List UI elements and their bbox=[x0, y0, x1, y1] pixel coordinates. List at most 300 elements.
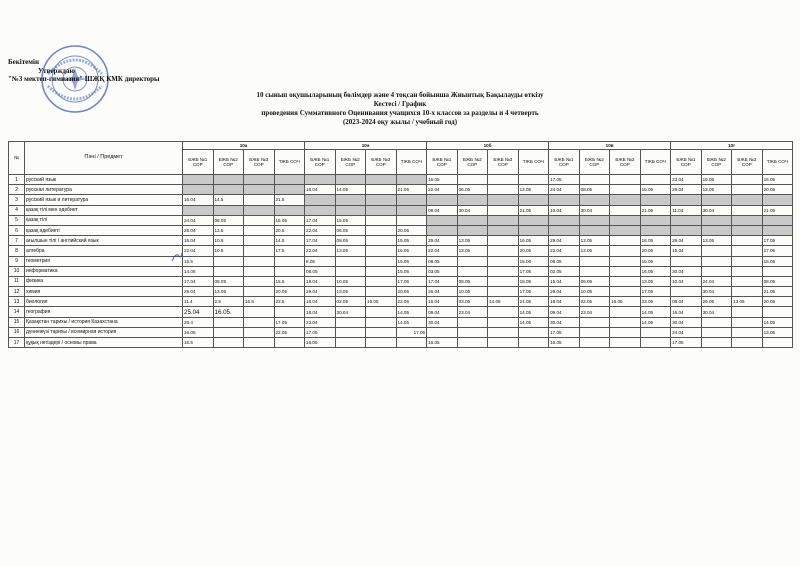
table-row bbox=[9, 266, 793, 276]
date-cell bbox=[244, 256, 275, 266]
date-cell bbox=[366, 236, 397, 246]
date-cell: 17.5 bbox=[274, 246, 305, 256]
row-number: 5 bbox=[9, 215, 25, 225]
date-cell bbox=[183, 185, 214, 195]
date-cell bbox=[732, 307, 763, 317]
date-cell: 30.04 bbox=[457, 205, 488, 215]
date-cell: 03.05 bbox=[457, 297, 488, 307]
date-cell bbox=[671, 215, 702, 225]
date-cell bbox=[396, 195, 427, 205]
date-cell: 10.5 bbox=[213, 246, 244, 256]
date-cell: 21.05 bbox=[762, 205, 793, 215]
date-cell bbox=[183, 205, 214, 215]
date-cell bbox=[640, 338, 671, 348]
date-cell: 16.05 bbox=[427, 175, 458, 185]
row-subject: ағылшын тілі / английский язык bbox=[25, 236, 183, 246]
title-line-2: Кестесі / График bbox=[373, 100, 427, 108]
subcolumn-header: ТЖБ СОЧ bbox=[518, 150, 549, 175]
date-cell: 30.04 bbox=[335, 307, 366, 317]
date-cell bbox=[274, 266, 305, 276]
row-subject: алгебра bbox=[25, 246, 183, 256]
date-cell: 22.04 bbox=[427, 185, 458, 195]
date-cell: 29.04 bbox=[183, 287, 214, 297]
date-cell bbox=[488, 185, 519, 195]
table-row bbox=[9, 327, 793, 337]
subcolumn-header: БЖБ №2 СОР bbox=[701, 150, 732, 175]
date-cell: 15.05 bbox=[640, 256, 671, 266]
date-cell bbox=[762, 215, 793, 225]
date-cell bbox=[671, 225, 702, 235]
date-cell: 09.04 bbox=[427, 307, 458, 317]
row-subject: Қазақстан тарихы / история Казахстана bbox=[25, 317, 183, 327]
date-cell: 29.04 bbox=[305, 287, 336, 297]
date-cell bbox=[305, 205, 336, 215]
date-cell bbox=[488, 215, 519, 225]
date-cell bbox=[213, 185, 244, 195]
date-cell: 16.5 bbox=[183, 338, 214, 348]
date-cell bbox=[549, 225, 580, 235]
date-cell bbox=[305, 195, 336, 205]
date-cell bbox=[762, 338, 793, 348]
date-cell bbox=[671, 256, 702, 266]
date-cell bbox=[366, 246, 397, 256]
date-cell: 30.04 bbox=[579, 205, 610, 215]
date-cell: 14.05 bbox=[518, 307, 549, 317]
row-subject: дүниежүзі тарихы / всемирная история bbox=[25, 327, 183, 337]
date-cell: 02.05 bbox=[579, 297, 610, 307]
date-cell: 16.05 bbox=[640, 236, 671, 246]
date-cell: 29.05 bbox=[701, 297, 732, 307]
subcolumn-header: БЖБ №1 СОР bbox=[305, 150, 336, 175]
row-number: 14 bbox=[9, 307, 25, 317]
date-cell bbox=[610, 246, 641, 256]
date-cell bbox=[488, 225, 519, 235]
date-cell: 16.04 bbox=[183, 195, 214, 205]
date-cell bbox=[610, 215, 641, 225]
table-row bbox=[9, 287, 793, 297]
date-cell bbox=[427, 327, 458, 337]
date-cell: 14.5 bbox=[274, 236, 305, 246]
date-cell bbox=[610, 317, 641, 327]
date-cell: 13.05 bbox=[701, 236, 732, 246]
row-subject: қазақ әдебиеті bbox=[25, 225, 183, 235]
date-cell bbox=[732, 195, 763, 205]
date-cell: 18.04 bbox=[549, 297, 580, 307]
class-header-3: 10в bbox=[549, 142, 671, 150]
date-cell bbox=[213, 317, 244, 327]
date-cell: 06.05 bbox=[335, 225, 366, 235]
date-cell bbox=[579, 338, 610, 348]
date-cell: 08.05 bbox=[213, 215, 244, 225]
date-cell: 17.04 bbox=[427, 276, 458, 286]
date-cell: 14.05 bbox=[183, 266, 214, 276]
date-cell bbox=[732, 205, 763, 215]
date-cell bbox=[518, 175, 549, 185]
date-cell bbox=[701, 215, 732, 225]
row-subject: география bbox=[25, 307, 183, 317]
date-cell: 22.05 bbox=[274, 327, 305, 337]
date-cell bbox=[610, 307, 641, 317]
date-cell: 21.05 bbox=[518, 205, 549, 215]
date-cell bbox=[488, 236, 519, 246]
subcolumn-header: ТЖБ СОЧ bbox=[274, 150, 305, 175]
date-cell: 24.04 bbox=[701, 276, 732, 286]
assessment-schedule-table bbox=[8, 141, 793, 348]
date-cell: 08.05 bbox=[549, 256, 580, 266]
date-cell: 17.05 bbox=[762, 246, 793, 256]
date-cell: 02.05 bbox=[549, 266, 580, 276]
date-cell bbox=[457, 256, 488, 266]
date-cell: 08.05 bbox=[213, 276, 244, 286]
date-cell bbox=[762, 225, 793, 235]
date-cell: 21.05 bbox=[762, 287, 793, 297]
date-cell bbox=[488, 317, 519, 327]
date-cell: 16.04 bbox=[183, 236, 214, 246]
class-header-2: 10б bbox=[427, 142, 549, 150]
date-cell: 09.04 bbox=[549, 307, 580, 317]
date-cell bbox=[457, 266, 488, 276]
date-cell: 16.04 bbox=[305, 297, 336, 307]
row-number: 3 bbox=[9, 195, 25, 205]
date-cell: 06.05 bbox=[579, 276, 610, 286]
date-cell: 15.05 bbox=[518, 276, 549, 286]
date-cell bbox=[274, 175, 305, 185]
date-cell: 17.05 bbox=[549, 175, 580, 185]
document-title bbox=[0, 91, 800, 127]
date-cell: 15.05 bbox=[396, 236, 427, 246]
date-cell: 15.05 bbox=[640, 185, 671, 195]
date-cell bbox=[366, 256, 397, 266]
date-cell bbox=[213, 205, 244, 215]
date-cell: 16.05 bbox=[640, 266, 671, 276]
row-subject: қазақ тілі bbox=[25, 215, 183, 225]
date-cell bbox=[701, 327, 732, 337]
date-cell: 17.05 bbox=[549, 327, 580, 337]
date-cell: 08.05 bbox=[579, 185, 610, 195]
date-cell: 15.06 bbox=[518, 256, 549, 266]
date-cell bbox=[274, 338, 305, 348]
date-cell: 08.05 bbox=[762, 276, 793, 286]
date-cell bbox=[518, 215, 549, 225]
date-cell bbox=[244, 246, 275, 256]
date-cell: 17.05 bbox=[518, 266, 549, 276]
table-row bbox=[9, 307, 793, 317]
date-cell: 23.05 bbox=[640, 297, 671, 307]
date-cell bbox=[488, 327, 519, 337]
date-cell bbox=[488, 205, 519, 215]
date-cell bbox=[335, 256, 366, 266]
date-cell: 15.05 bbox=[335, 215, 366, 225]
row-number: 7 bbox=[9, 236, 25, 246]
date-cell bbox=[518, 225, 549, 235]
subcolumn-header: БЖБ №1 СОР bbox=[427, 150, 458, 175]
date-cell: 13.05 bbox=[213, 287, 244, 297]
date-cell: 22.04 bbox=[183, 246, 214, 256]
date-cell: 13.05 bbox=[762, 327, 793, 337]
date-cell bbox=[366, 317, 397, 327]
date-cell: 16.05 bbox=[518, 236, 549, 246]
date-cell: 26.04 bbox=[549, 287, 580, 297]
date-cell bbox=[457, 327, 488, 337]
date-cell: 13.05 bbox=[457, 246, 488, 256]
date-cell bbox=[610, 327, 641, 337]
row-number: 15 bbox=[9, 317, 25, 327]
date-cell: 10.05 bbox=[579, 287, 610, 297]
date-cell: 20.5 bbox=[274, 225, 305, 235]
date-cell: 20.05 bbox=[396, 287, 427, 297]
date-cell bbox=[671, 195, 702, 205]
date-cell bbox=[427, 215, 458, 225]
date-cell bbox=[610, 276, 641, 286]
date-cell bbox=[518, 327, 549, 337]
approval-heading: Бекітемін bbox=[8, 58, 40, 66]
date-cell bbox=[244, 236, 275, 246]
date-cell: 14.05 bbox=[335, 185, 366, 195]
title-line-3: проведения Суммативного Оценивания учащихся 10-х классов за разделы и 4 четверть bbox=[261, 109, 539, 117]
date-cell bbox=[518, 338, 549, 348]
date-cell: 13.05 bbox=[335, 246, 366, 256]
date-cell: 22.04 bbox=[427, 246, 458, 256]
date-cell: 23.04 bbox=[305, 317, 336, 327]
date-cell: 16.05 bbox=[183, 327, 214, 337]
date-cell bbox=[457, 175, 488, 185]
date-cell bbox=[579, 266, 610, 276]
date-cell bbox=[762, 307, 793, 317]
date-cell bbox=[274, 307, 305, 317]
date-cell: 10.04 bbox=[549, 205, 580, 215]
date-cell: 24.04 bbox=[549, 185, 580, 195]
row-subject: русская литература bbox=[25, 185, 183, 195]
date-cell: 2.5 bbox=[213, 297, 244, 307]
date-cell: 14.5 bbox=[213, 195, 244, 205]
subcolumn-header: БЖБ №1 СОР bbox=[183, 150, 214, 175]
date-cell: 02.05 bbox=[335, 297, 366, 307]
row-number: 2 bbox=[9, 185, 25, 195]
date-cell: 26.04 bbox=[427, 287, 458, 297]
subcolumn-header: ТЖБ СОЧ bbox=[762, 150, 793, 175]
date-cell: 30.04 bbox=[701, 307, 732, 317]
date-cell bbox=[549, 215, 580, 225]
table-row bbox=[9, 195, 793, 205]
subcolumn-header: БЖБ №2 СОР bbox=[213, 150, 244, 175]
subcolumn-header: БЖБ №2 СОР bbox=[457, 150, 488, 175]
date-cell bbox=[640, 327, 671, 337]
date-cell: 16.04 bbox=[305, 307, 336, 317]
date-cell bbox=[213, 266, 244, 276]
table-row bbox=[9, 205, 793, 215]
date-cell bbox=[457, 338, 488, 348]
date-cell: 14.05 bbox=[488, 297, 519, 307]
date-cell: 26.4 bbox=[183, 317, 214, 327]
date-cell: 17.05 bbox=[518, 287, 549, 297]
date-cell bbox=[610, 175, 641, 185]
date-cell: 14.05 bbox=[396, 317, 427, 327]
date-cell bbox=[335, 317, 366, 327]
date-cell: 20.05 bbox=[640, 246, 671, 256]
date-cell bbox=[366, 338, 397, 348]
date-cell: 16.5 bbox=[244, 297, 275, 307]
date-cell: 22.05 bbox=[396, 297, 427, 307]
date-cell: 30.04 bbox=[549, 317, 580, 327]
date-cell: 16.05 bbox=[610, 297, 641, 307]
date-cell: 03.05 bbox=[427, 266, 458, 276]
date-cell bbox=[732, 236, 763, 246]
table-row bbox=[9, 225, 793, 235]
title-line-4: (2023-2024 оқу жылы / учебный год) bbox=[342, 118, 458, 126]
date-cell bbox=[579, 225, 610, 235]
date-cell: 17.04 bbox=[183, 276, 214, 286]
date-cell bbox=[762, 266, 793, 276]
date-cell: 17.05 bbox=[305, 327, 336, 337]
subcolumn-header: БЖБ №3 СОР bbox=[732, 150, 763, 175]
date-cell: 08.05 bbox=[335, 236, 366, 246]
date-cell: 14.05 bbox=[640, 317, 671, 327]
date-cell bbox=[335, 327, 366, 337]
date-cell: 08.05 bbox=[305, 266, 336, 276]
date-cell: 23.04 bbox=[671, 175, 702, 185]
table-row bbox=[9, 276, 793, 286]
class-header-0: 10а bbox=[183, 142, 305, 150]
date-cell: 17.04 bbox=[305, 215, 336, 225]
row-subject: физика bbox=[25, 276, 183, 286]
date-cell bbox=[610, 266, 641, 276]
date-cell bbox=[640, 175, 671, 185]
row-subject: русский язык и литература bbox=[25, 195, 183, 205]
date-cell bbox=[579, 327, 610, 337]
date-cell: 09.04 bbox=[427, 205, 458, 215]
date-cell bbox=[732, 256, 763, 266]
date-cell: 14.05 bbox=[640, 307, 671, 317]
date-cell: 11.04 bbox=[671, 205, 702, 215]
subcolumn-header: БЖБ №2 СОР bbox=[579, 150, 610, 175]
date-cell bbox=[427, 225, 458, 235]
approval-subheading: Утверждаю bbox=[38, 66, 75, 75]
date-cell: 13.05 bbox=[640, 276, 671, 286]
date-cell bbox=[488, 276, 519, 286]
approval-director: "№3 мектеп-гимназия" ШЖҚ КМК директоры bbox=[8, 75, 160, 83]
table-row bbox=[9, 215, 793, 225]
date-cell: 21.05 bbox=[396, 185, 427, 195]
date-cell bbox=[610, 225, 641, 235]
date-cell bbox=[335, 175, 366, 185]
date-cell bbox=[640, 215, 671, 225]
date-cell: 10.04 bbox=[671, 276, 702, 286]
date-cell bbox=[244, 266, 275, 276]
date-cell: 30.04 bbox=[427, 317, 458, 327]
date-cell bbox=[732, 338, 763, 348]
date-cell bbox=[366, 327, 397, 337]
date-cell bbox=[488, 287, 519, 297]
date-cell: 14.05 bbox=[518, 317, 549, 327]
date-cell bbox=[488, 256, 519, 266]
date-cell bbox=[701, 246, 732, 256]
date-cell bbox=[244, 317, 275, 327]
date-cell bbox=[396, 175, 427, 185]
date-cell: 16.05 bbox=[427, 338, 458, 348]
date-cell: 16.05 bbox=[549, 338, 580, 348]
date-cell bbox=[671, 287, 702, 297]
subcolumn-header: ТЖБ СОЧ bbox=[640, 150, 671, 175]
row-number: 10 bbox=[9, 266, 25, 276]
date-cell bbox=[732, 287, 763, 297]
date-cell: 13.05 bbox=[335, 287, 366, 297]
date-cell: 10.5 bbox=[213, 236, 244, 246]
date-cell: 13.05 bbox=[579, 246, 610, 256]
row-number: 17 bbox=[9, 338, 25, 348]
date-cell: 23.04 bbox=[457, 307, 488, 317]
subcolumn-header: БЖБ №3 СОР bbox=[488, 150, 519, 175]
date-cell bbox=[579, 215, 610, 225]
date-cell: 16.05 bbox=[762, 175, 793, 185]
date-cell: 21.05 bbox=[518, 297, 549, 307]
header-subject: Пәні / Предмет bbox=[25, 142, 183, 175]
date-cell: 20.05 bbox=[762, 185, 793, 195]
table-row bbox=[9, 236, 793, 246]
date-cell bbox=[427, 195, 458, 205]
date-cell bbox=[488, 246, 519, 256]
row-number: 12 bbox=[9, 287, 25, 297]
date-cell: 11.4 bbox=[183, 297, 214, 307]
date-cell bbox=[183, 175, 214, 185]
date-cell bbox=[244, 215, 275, 225]
date-cell bbox=[732, 175, 763, 185]
date-cell bbox=[457, 225, 488, 235]
date-cell: 8.05 bbox=[305, 256, 336, 266]
date-cell: 23.04 bbox=[579, 307, 610, 317]
date-cell: 15.05 bbox=[396, 256, 427, 266]
date-cell: 13.05 bbox=[518, 185, 549, 195]
date-cell bbox=[213, 327, 244, 337]
date-cell bbox=[274, 205, 305, 215]
subcolumn-header: БЖБ №3 СОР bbox=[366, 150, 397, 175]
date-cell bbox=[244, 276, 275, 286]
date-cell bbox=[610, 195, 641, 205]
date-cell: 08.05 bbox=[427, 256, 458, 266]
date-cell: 15.5 bbox=[183, 256, 214, 266]
table-row bbox=[9, 256, 793, 266]
date-cell bbox=[732, 266, 763, 276]
date-cell bbox=[488, 338, 519, 348]
date-cell bbox=[488, 195, 519, 205]
date-cell bbox=[457, 195, 488, 205]
date-cell: 17.04 bbox=[305, 236, 336, 246]
row-number: 11 bbox=[9, 276, 25, 286]
date-cell bbox=[610, 205, 641, 215]
date-cell: 08.04 bbox=[671, 297, 702, 307]
date-cell bbox=[366, 287, 397, 297]
date-cell bbox=[244, 287, 275, 297]
date-cell: 17.05 bbox=[640, 287, 671, 297]
date-cell: 15.05 bbox=[701, 175, 732, 185]
subcolumn-header: БЖБ №3 СОР bbox=[610, 150, 641, 175]
date-cell: 29.04 bbox=[427, 236, 458, 246]
date-cell bbox=[274, 185, 305, 195]
date-cell bbox=[213, 256, 244, 266]
row-number: 1 bbox=[9, 175, 25, 185]
date-cell: 22.04 bbox=[549, 246, 580, 256]
date-cell bbox=[335, 195, 366, 205]
row-subject: информатика bbox=[25, 266, 183, 276]
date-cell bbox=[488, 266, 519, 276]
table-row bbox=[9, 338, 793, 348]
date-cell bbox=[610, 256, 641, 266]
date-cell bbox=[518, 195, 549, 205]
date-cell bbox=[732, 225, 763, 235]
date-cell bbox=[366, 205, 397, 215]
date-cell: 10.05 bbox=[335, 276, 366, 286]
row-subject: қазақ тілі мен әдебиет bbox=[25, 205, 183, 215]
date-cell: 30.04 bbox=[701, 205, 732, 215]
